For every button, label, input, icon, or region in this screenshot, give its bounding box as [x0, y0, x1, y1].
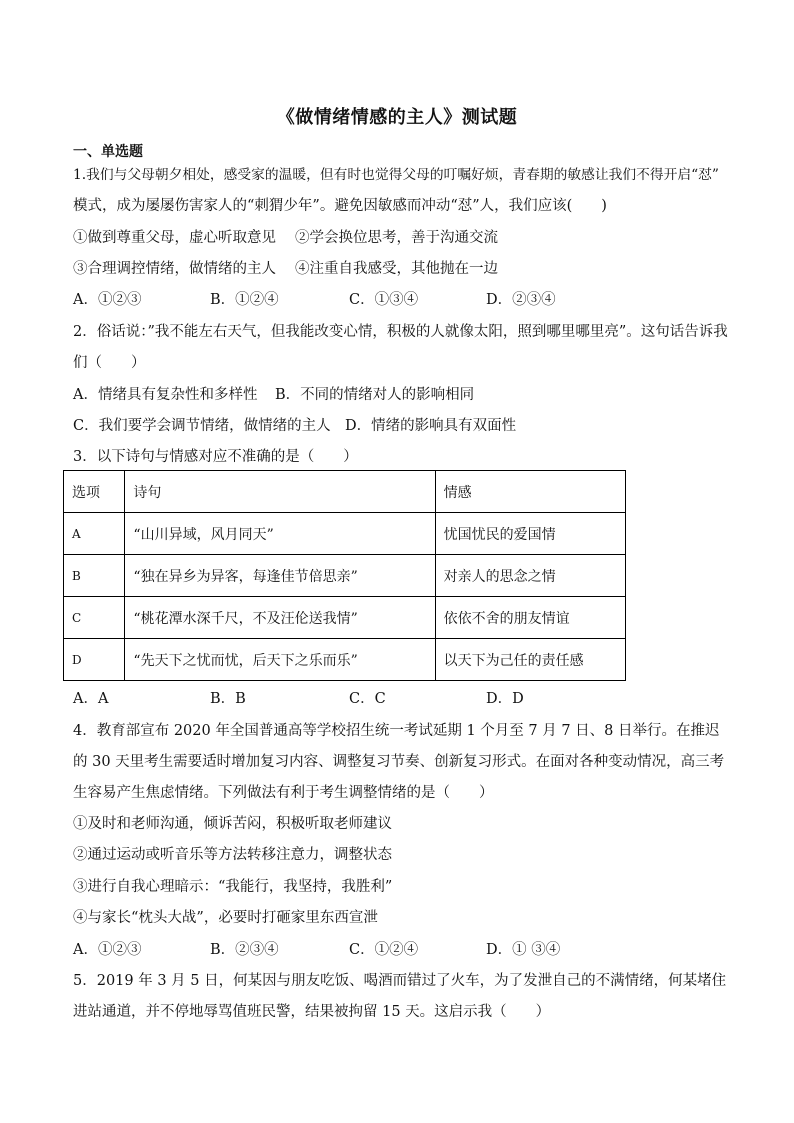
table-header-cell: 选项	[64, 471, 125, 513]
table-row	[64, 555, 626, 597]
q4-item-3: ③进行自我心理暗示：“我能行，我坚持，我胜利”	[73, 879, 393, 895]
q2-option-b[interactable]: B．不同的情绪对人的影响相同	[275, 387, 475, 403]
q4-option-d[interactable]: D．① ③④	[486, 942, 561, 958]
q1-stem-line1: 1.我们与父母朝夕相处，感受家的温暖，但有时也觉得父母的叮嘱好烦，青春期的敏感让我们不得开启“怼”	[73, 167, 719, 183]
q1-item-2: ②学会换位思考，善于沟通交流	[295, 230, 498, 246]
q4-option-c[interactable]: C．①②④	[349, 942, 419, 958]
q1-option-a[interactable]: A．①②③	[73, 292, 142, 308]
table-cell: D	[64, 639, 125, 681]
q2-option-a[interactable]: A．情绪具有复杂性和多样性	[73, 387, 258, 403]
table-row	[64, 513, 626, 555]
table-cell: “桃花潭水深千尺，不及汪伦送我情”	[125, 597, 435, 639]
q4-item-2: ②通过运动或听音乐等方法转移注意力，调整状态	[73, 847, 392, 863]
table-header-cell: 情感	[435, 471, 625, 513]
table-cell: 对亲人的思念之情	[435, 555, 625, 597]
q1-option-c[interactable]: C．①③④	[349, 292, 419, 308]
q5-stem: 5．2019 年 3 月 5 日，何某因与朋友吃饭、喝酒而错过了火车，为了发泄自己的不满情绪，何某堵住进站通道，并不停地辱骂值班民警，结果被拘留 15 天。这启示我（ ）	[73, 973, 727, 1020]
table-header-row	[64, 471, 626, 513]
table-cell: A	[64, 513, 125, 555]
q4-item-1: ①及时和老师沟通，倾诉苦闷，积极听取老师建议	[73, 816, 392, 832]
table-cell: 忧国忧民的爱国情	[435, 513, 625, 555]
q3-stem: 3．以下诗句与情感对应不准确的是（ ）	[73, 449, 358, 465]
q2-option-d[interactable]: D．情绪的影响具有双面性	[345, 418, 517, 434]
q1-stem-line2: 模式，成为屡屡伤害家人的“刺猬少年”。避免因敏感而冲动“怼”人，我们应该( )	[73, 198, 607, 214]
q4-item-4: ④与家长“枕头大战”，必要时打砸家里东西宣泄	[73, 910, 378, 926]
q3-option-d[interactable]: D．D	[486, 691, 524, 707]
q4-option-b[interactable]: B．②③④	[210, 942, 279, 958]
q1-option-d[interactable]: D．②③④	[486, 292, 556, 308]
q1-option-b[interactable]: B．①②④	[210, 292, 279, 308]
table-cell: “山川异域，风月同天”	[125, 513, 435, 555]
q1-item-4: ④注重自我感受，其他抛在一边	[295, 261, 498, 277]
table-cell: 以天下为己任的责任感	[435, 639, 625, 681]
table-cell: 依依不舍的朋友情谊	[435, 597, 625, 639]
q3-option-b[interactable]: B．B	[210, 691, 246, 707]
table-cell: “先天下之忧而忧，后天下之乐而乐”	[125, 639, 435, 681]
q4-stem: 4．教育部宣布 2020 年全国普通高等学校招生统一考试延期 1 个月至 7 月 7 日、8 日举行。在推迟的 30 天里考生需要适时增加复习内容、调整复习节奏、创新复习形式。在面对各种变动情况，高三考生容易产生焦虑情绪。下列做法有利于考生调整情绪的是（ ）	[73, 723, 725, 801]
table-row	[64, 639, 626, 681]
q4-option-a[interactable]: A．①②③	[73, 942, 142, 958]
q3-table	[63, 470, 626, 681]
q1-item-3: ③合理调控情绪，做情绪的主人	[73, 261, 276, 277]
table-cell: C	[64, 597, 125, 639]
table-row	[64, 597, 626, 639]
page-title: 《做情绪情感的主人》测试题	[276, 107, 518, 128]
q2-stem-line2: 们（ ）	[73, 355, 146, 371]
section-heading: 一、单选题	[73, 144, 143, 160]
q3-option-c[interactable]: C．C	[349, 691, 386, 707]
q2-option-c[interactable]: C．我们要学会调节情绪，做情绪的主人	[73, 418, 331, 434]
q2-stem-line1: 2．俗话说：”我不能左右天气，但我能改变心情，积极的人就像太阳，照到哪里哪里亮”。这句话告诉我	[73, 324, 728, 340]
table-cell: B	[64, 555, 125, 597]
q3-option-a[interactable]: A．A	[73, 691, 109, 707]
q1-item-1: ①做到尊重父母，虚心听取意见	[73, 230, 276, 246]
table-header-cell: 诗句	[125, 471, 435, 513]
table-cell: “独在异乡为异客，每逢佳节倍思亲”	[125, 555, 435, 597]
